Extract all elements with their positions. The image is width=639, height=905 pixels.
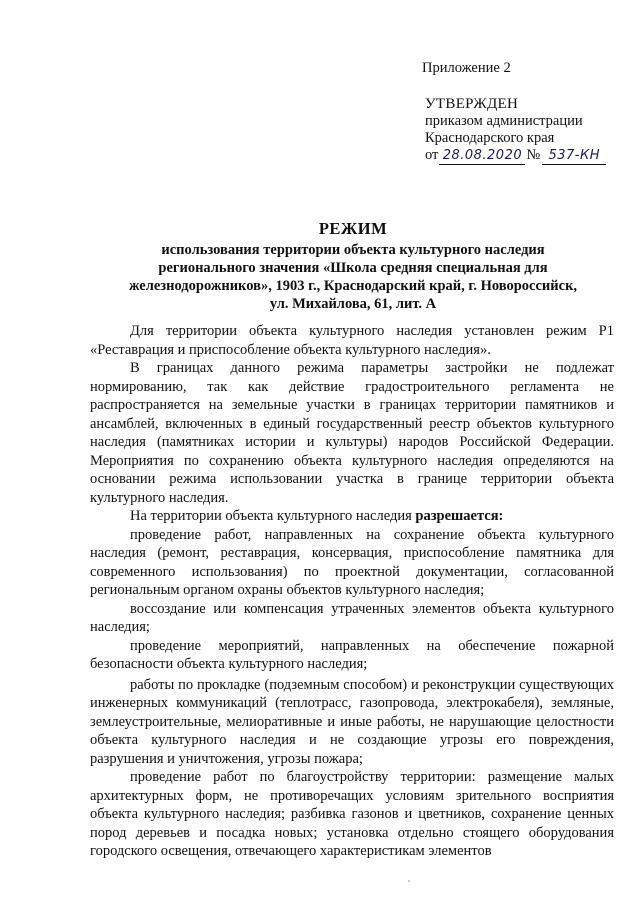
title-line-1: использования территории объекта культурного наследия xyxy=(161,242,545,258)
paragraph-regime: Для территории объекта культурного наследия установлен режим Р1 «Реставрация и приспособление объекта культурного наследия». xyxy=(90,323,614,358)
order-line xyxy=(425,147,606,165)
title-line-2: регионального значения «Школа средняя специальная для xyxy=(158,260,548,276)
title-line-3: железнодорожников», 1903 г., Краснодарский край, г. Новороссийск, xyxy=(128,278,578,294)
list-item: проведение работ по благоустройству территории: размещение малых архитектурных форм, не противоречащих условиям зрительного восприятия объекта культурного наследия; разбивка газонов и цветников, сохранение ценных пород деревьев и посадка новых; установка отдельно стоящего оборудования городского освещения, отвечающего характеристикам элементов xyxy=(90,769,614,859)
permitted-keyword: разрешается: xyxy=(415,508,504,524)
approval-line-1: приказом администрации xyxy=(425,113,583,129)
number-sign: № xyxy=(526,147,541,163)
order-prefix: от xyxy=(425,147,439,163)
list-item: работы по прокладке (подземным способом) и реконструкции существующих инженерных коммуникаций (теплотрасс, газопровода, электрокабеля), земляные, землеустроительные, мелиоративные и иные работы, не нарушающие целостности объекта культурного наследия и не создающие угрозы его повреждения, разрушения и уничтожения, угрозы пожара; xyxy=(90,676,614,767)
handwritten-order-number: 537-КН xyxy=(542,147,606,165)
approved-heading: УТВЕРЖДЕН xyxy=(425,96,519,112)
list-item: проведение мероприятий, направленных на обеспечение пожарной безопасности объекта культурного наследия; xyxy=(90,637,614,672)
title-main: РЕЖИМ xyxy=(318,219,388,238)
paragraph-permitted-intro xyxy=(90,507,614,526)
document-title xyxy=(90,219,616,313)
list-item: проведение работ, направленных на сохранение объекта культурного наследия (ремонт, реставрация, консервация, приспособление памятника для современного использования) по проектной документации, согласованной региональным органом охраны объектов культурного наследия; xyxy=(90,526,614,598)
scan-speck xyxy=(408,880,410,882)
paragraph-boundaries: В границах данного режима параметры застройки не подлежат нормированию, так как действие градостроительного регламента не распространяется на земельные участки в границах территории памятников и ансамблей, включенных в единый государственный реестр объектов культурного наследия (памятниках истории и культуры) народов Российской Федерации. Мероприятия по сохранению объекта культурного наследия определяются на основании режима использовании участка в границе территории объекта культурного наследия. xyxy=(90,360,614,506)
title-line-4: ул. Михайлова, 61, лит. А xyxy=(269,296,437,312)
approval-line-2: Краснодарского края xyxy=(425,130,555,146)
appendix-label: Приложение 2 xyxy=(422,60,511,76)
handwritten-order-date: 28.08.2020 xyxy=(439,147,525,165)
permitted-intro-text: На территории объекта культурного наследия xyxy=(130,508,416,524)
approval-block xyxy=(425,96,606,165)
list-item: воссоздание или компенсация утраченных элементов объекта культурного наследия; xyxy=(90,600,614,635)
document-body xyxy=(90,322,614,861)
